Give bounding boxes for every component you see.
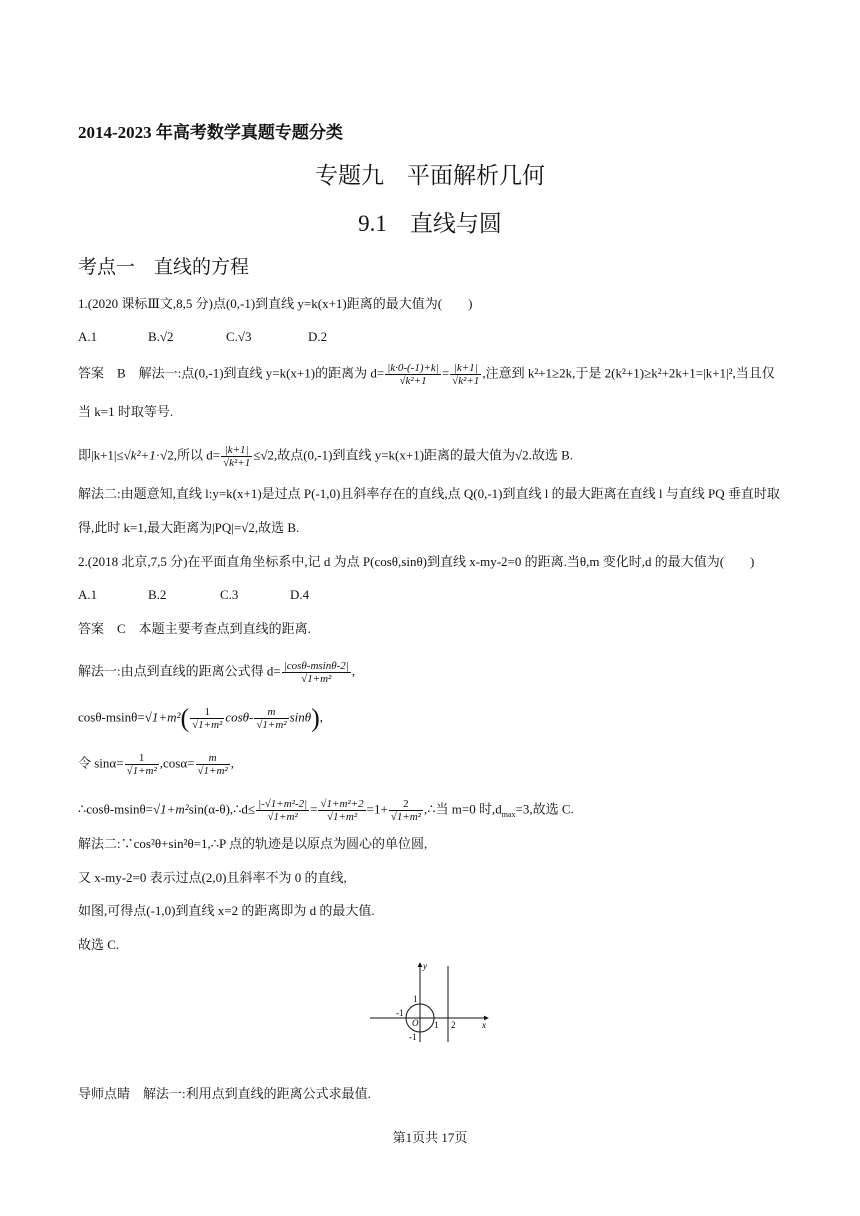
page-footer: 第1页共 17页 bbox=[392, 1130, 468, 1145]
q1-answer-text: ,所以 d= bbox=[173, 447, 221, 463]
q2-solution-line-5: 解法二:∵cos²θ+sin²θ=1,∴P 点的轨迹是以原点为圆心的单位圆, bbox=[78, 836, 428, 851]
q2-solution-line-3 bbox=[78, 752, 234, 777]
series-title: 2014-2023 年高考数学真题专题分类 bbox=[78, 123, 343, 142]
topic-heading: 考点一 直线的方程 bbox=[78, 257, 250, 278]
fraction-denominator: √k²+1 bbox=[452, 375, 480, 387]
fraction-numerator: √1+m²+2 bbox=[320, 798, 364, 810]
comma: , bbox=[230, 755, 234, 771]
y-axis-label: y bbox=[423, 961, 427, 971]
tutor-tip: 导师点睛 解法一:利用点到直线的距离公式求最值. bbox=[78, 1086, 371, 1101]
q2-solution-text: sin(α-θ),∴d≤ bbox=[188, 801, 256, 817]
tick-label-neg1-bottom: -1 bbox=[409, 1032, 417, 1042]
q2-solution-text: ∴cosθ-msinθ= bbox=[78, 801, 153, 817]
fraction-numerator: |k+1| bbox=[450, 362, 481, 375]
q2-solution-text: =3,故选 C. bbox=[515, 801, 574, 817]
equals-sign: = bbox=[441, 365, 450, 381]
fraction-numerator: 2 bbox=[389, 798, 423, 811]
q2-option-c: C.3 bbox=[220, 587, 239, 602]
comma: , bbox=[319, 709, 324, 725]
q1-option-d: D.2 bbox=[308, 329, 328, 344]
times-sqrt2: ·√2 bbox=[155, 447, 174, 463]
q1-answer-text: ,注意到 k²+1≥2k,于是 2(k²+1)≥k²+2k+1=|k+1|²,当且仅 bbox=[482, 365, 775, 381]
cos-term: cosθ- bbox=[225, 709, 254, 725]
max-subscript: max bbox=[501, 810, 516, 820]
comma: , bbox=[351, 663, 356, 679]
distance-fraction-1 bbox=[385, 362, 441, 387]
q1-answer-text: 即|k+1|≤ bbox=[78, 447, 124, 463]
tick-label-1-right: 1 bbox=[434, 1020, 439, 1030]
distance-fraction-2 bbox=[450, 362, 481, 387]
fraction-denominator: √k²+1 bbox=[223, 457, 251, 469]
q1-answer-text: ≤√2,故点(0,-1)到直线 y=k(x+1)距离的最大值为√2.故选 B. bbox=[253, 447, 574, 463]
fraction-numerator: |-√1+m²-2| bbox=[258, 798, 308, 810]
q1-option-a: A.1 bbox=[78, 329, 98, 344]
fraction-denominator: √1+m² bbox=[267, 811, 298, 823]
q2-solution-line-6: 又 x-my-2=0 表示过点(2,0)且斜率不为 0 的直线, bbox=[78, 870, 347, 885]
q1-answer-text: 答案 B 解法一:点(0,-1)到直线 y=k(x+1)的距离为 d= bbox=[78, 365, 385, 381]
q2-solution-text: ,∴当 m=0 时,d bbox=[423, 801, 502, 817]
sin-term: sinθ bbox=[289, 709, 312, 725]
fraction-bound-2 bbox=[318, 798, 365, 823]
q2-solution-line-7: 如图,可得点(-1,0)到直线 x=2 的距离即为 d 的最大值. bbox=[78, 903, 375, 918]
fraction-denominator: √1+m² bbox=[197, 765, 228, 777]
fraction-numerator: |k+1| bbox=[221, 444, 252, 457]
q1-answer-line-3 bbox=[78, 444, 573, 469]
tick-label-neg1-left: -1 bbox=[396, 1008, 404, 1018]
sqrt-expression: √k²+1 bbox=[123, 447, 156, 463]
q2-solution-line-8: 故选 C. bbox=[78, 937, 120, 952]
q1-option-b: B.√2 bbox=[148, 329, 174, 344]
fraction-m-over-root bbox=[254, 706, 288, 731]
q2-solution-text: =1+ bbox=[366, 801, 388, 817]
q2-option-d: D.4 bbox=[290, 587, 310, 602]
fraction-denominator: √1+m² bbox=[126, 765, 157, 777]
q2-stem: 2.(2018 北京,7,5 分)在平面直角坐标系中,记 d 为点 P(cosθ,sinθ)到直线 x-my-2=0 的距离.当θ,m 变化时,d 的最大值为( ) bbox=[78, 554, 755, 569]
q2-solution-text: ,cosα= bbox=[159, 755, 195, 771]
fraction-numerator: m bbox=[254, 706, 288, 719]
fraction-one-over-root bbox=[190, 706, 224, 731]
fraction-denominator: √1+m² bbox=[390, 811, 421, 823]
q2-solution-text: cosθ-msinθ= bbox=[78, 709, 145, 725]
fraction-cos-alpha bbox=[196, 752, 230, 777]
q2-options bbox=[78, 587, 309, 603]
q2-solution-line-2 bbox=[78, 703, 324, 733]
q2-solution-line-4 bbox=[78, 798, 574, 823]
paren-right: ) bbox=[311, 703, 320, 733]
paren-left: ( bbox=[180, 703, 190, 733]
q2-solution-text: 解法一:由点到直线的距离公式得 d= bbox=[78, 663, 281, 679]
q1-answer-line-4: 解法二:由题意知,直线 l:y=k(x+1)是过点 P(-1,0)且斜率存在的直线,点 Q(0,-1)到直线 l 的最大距离在直线 l 与直线 PQ 垂直时取 bbox=[78, 486, 780, 501]
q2-solution-text: 令 sinα= bbox=[78, 755, 124, 771]
sqrt-expression: √1+m² bbox=[144, 709, 181, 725]
q2-answer-head: 答案 C 本题主要考查点到直线的距离. bbox=[78, 621, 311, 636]
q1-answer-line-5: 得,此时 k=1,最大距离为|PQ|=√2,故选 B. bbox=[78, 520, 300, 535]
fraction-numerator: |k·0-(-1)+k| bbox=[387, 362, 439, 374]
fraction-denominator: √1+m² bbox=[192, 719, 223, 731]
fraction-numerator: 1 bbox=[125, 752, 159, 765]
q2-option-b: B.2 bbox=[148, 587, 167, 602]
section-title: 9.1 直线与圆 bbox=[358, 211, 502, 236]
q1-options bbox=[78, 329, 327, 345]
fraction-denominator: √1+m² bbox=[301, 673, 332, 685]
fraction-numerator: |cosθ-msinθ-2| bbox=[283, 660, 349, 672]
distance-fraction-3 bbox=[221, 444, 252, 469]
origin-label: O bbox=[412, 1018, 419, 1028]
fraction-bound-3 bbox=[389, 798, 423, 823]
q1-option-c: C.√3 bbox=[226, 329, 252, 344]
fraction-denominator: √k²+1 bbox=[399, 375, 427, 387]
tick-label-1-top: 1 bbox=[413, 994, 418, 1004]
q2-solution-line-1 bbox=[78, 660, 355, 685]
q1-answer-line-1 bbox=[78, 362, 775, 387]
fraction-numerator: m bbox=[196, 752, 230, 765]
q1-stem: 1.(2020 课标Ⅲ文,8,5 分)点(0,-1)到直线 y=k(x+1)距离的最大值为( ) bbox=[78, 296, 473, 311]
unit-circle-figure bbox=[368, 958, 498, 1048]
equals-sign: = bbox=[310, 801, 318, 817]
q2-option-a: A.1 bbox=[78, 587, 98, 602]
distance-fraction-4 bbox=[282, 660, 351, 685]
sqrt-expression: √1+m² bbox=[153, 801, 189, 817]
fraction-bound-1 bbox=[256, 798, 309, 823]
fraction-denominator: √1+m² bbox=[326, 811, 358, 823]
q1-answer-line-2: 当 k=1 时取等号. bbox=[78, 404, 174, 419]
fraction-denominator: √1+m² bbox=[256, 719, 287, 731]
fraction-numerator: 1 bbox=[190, 706, 224, 719]
chapter-title: 专题九 平面解析几何 bbox=[315, 163, 545, 188]
x-axis-label: x bbox=[482, 1020, 486, 1030]
fraction-sin-alpha bbox=[125, 752, 159, 777]
tick-label-2: 2 bbox=[451, 1020, 456, 1030]
